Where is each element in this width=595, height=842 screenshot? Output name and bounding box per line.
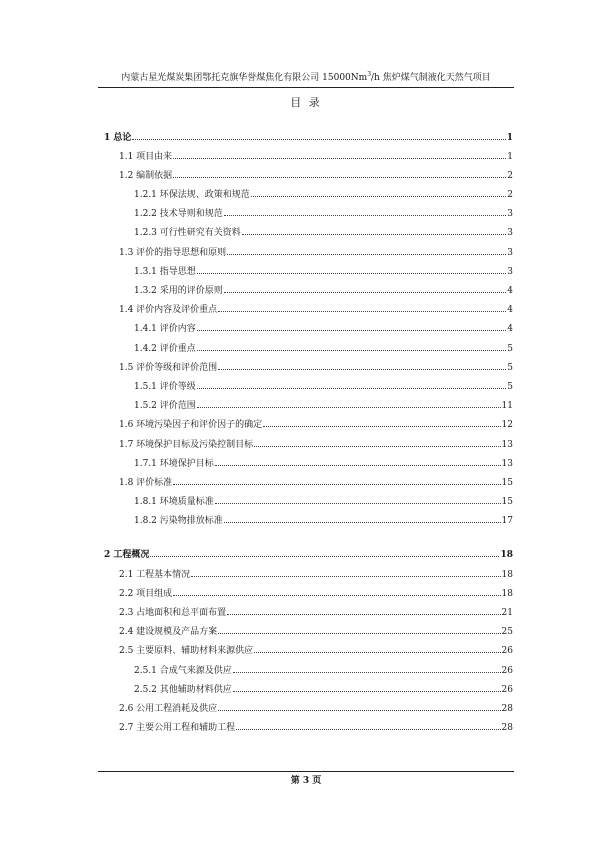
- toc-entry-page: 26: [501, 666, 513, 676]
- toc-entry-title: 2.5.1 合成气来源及供应: [134, 666, 232, 676]
- toc-entry-page: 4: [507, 324, 513, 334]
- toc-entry-title: 1.4 评价内容及评价重点: [119, 305, 218, 315]
- toc-entry-title: 2.6 公用工程消耗及供应: [119, 704, 218, 714]
- toc-entry-page: 21: [501, 608, 513, 618]
- toc-entry[interactable]: [119, 438, 513, 452]
- toc-entry-page: 12: [501, 420, 513, 430]
- toc-entry-title: 2.1 工程基本情况: [119, 570, 191, 580]
- toc-title: 目 录: [290, 96, 322, 109]
- toc-entry-title: 2.2 项目组成: [119, 589, 173, 599]
- toc-entry-title: 1.1 项目由来: [119, 152, 173, 162]
- toc-entry-page: 11: [501, 401, 513, 411]
- toc-leader-dots: [197, 388, 507, 389]
- toc-leader-dots: [197, 407, 501, 408]
- toc-leader-dots: [224, 522, 501, 523]
- toc-leader-dots: [215, 503, 501, 504]
- toc-leader-dots: [173, 158, 506, 159]
- toc-leader-dots: [227, 254, 506, 255]
- toc-entry[interactable]: [134, 664, 513, 678]
- toc-leader-dots: [218, 369, 506, 370]
- toc-entry[interactable]: [134, 399, 513, 413]
- toc-entry-page: 18: [501, 570, 513, 580]
- toc-leader-dots: [254, 652, 500, 653]
- toc-leader-dots: [251, 196, 507, 197]
- toc-entry-page: 5: [507, 363, 513, 373]
- toc-entry-title: 1.7 环境保护目标及污染控制目标: [119, 440, 254, 450]
- toc-leader-dots: [233, 691, 501, 692]
- toc-entry-page: 2: [507, 190, 513, 200]
- toc-entry-page: 26: [501, 685, 513, 695]
- toc-entry-title: 1.3.1 指导思想: [134, 267, 196, 277]
- footer-rule: [98, 771, 514, 772]
- toc-entry-title: 1.8.1 环境质量标准: [134, 497, 214, 507]
- toc-entry[interactable]: [134, 683, 513, 697]
- toc-entry-title: 2.7 主要公用工程和辅助工程: [119, 723, 236, 733]
- toc-entry[interactable]: [134, 514, 513, 528]
- toc-entry-page: 17: [501, 516, 513, 526]
- toc-entry-page: 13: [501, 459, 513, 469]
- toc-leader-dots: [254, 446, 500, 447]
- toc-entry[interactable]: [134, 265, 513, 279]
- toc-entry-page: 25: [501, 627, 513, 637]
- header-rule: [98, 87, 514, 88]
- toc-entry[interactable]: [134, 207, 513, 221]
- toc-entry[interactable]: [119, 361, 513, 375]
- header-prefix: 内蒙古星光煤炭集团鄂托克旗华誉煤焦化有限公司 15000Nm: [121, 73, 368, 83]
- toc-entry-page: 18: [500, 550, 513, 560]
- toc-entry[interactable]: [119, 606, 513, 620]
- toc-entry-title: 1.3.2 采用的评价原则: [134, 286, 223, 296]
- toc-entry[interactable]: [119, 625, 513, 639]
- toc-entry[interactable]: [134, 322, 513, 336]
- toc-leader-dots: [197, 273, 507, 274]
- toc-entry-page: 18: [501, 589, 513, 599]
- toc-entry-page: 15: [501, 497, 513, 507]
- toc-entry[interactable]: [119, 418, 513, 432]
- toc-entry[interactable]: [104, 131, 513, 145]
- toc-entry-page: 3: [507, 248, 513, 258]
- toc-entry-title: 2.3 占地面积和总平面布置: [119, 608, 227, 618]
- toc-entry-page: 2: [507, 171, 513, 181]
- toc-leader-dots: [132, 139, 505, 140]
- toc-leader-dots: [236, 729, 500, 730]
- toc-entry-page: 4: [507, 286, 513, 296]
- toc-entry-page: 5: [507, 382, 513, 392]
- toc-entry-title: 1.8.2 污染物排放标准: [134, 516, 223, 526]
- toc-entry-title: 1.5.2 评价范围: [134, 401, 196, 411]
- page-number: 第 3 页: [290, 776, 322, 786]
- toc-leader-dots: [224, 292, 507, 293]
- toc-entry[interactable]: [119, 246, 513, 260]
- toc-entry-page: 15: [501, 478, 513, 488]
- toc-entry-title: 1.5 评价等级和评价范围: [119, 363, 218, 373]
- toc-entry-title: 1.2.3 可行性研究有关资料: [134, 228, 241, 238]
- toc-entry-title: 1 总论: [104, 133, 132, 143]
- toc-entry-title: 2.4 建设规模及产品方案: [119, 627, 218, 637]
- toc-entry[interactable]: [134, 284, 513, 298]
- toc-leader-dots: [197, 350, 507, 351]
- toc-entry-title: 1.8 评价标准: [119, 478, 173, 488]
- toc-entry[interactable]: [134, 380, 513, 394]
- toc-leader-dots: [218, 311, 506, 312]
- toc-entry-title: 1.2.2 技术导则和规范: [134, 209, 223, 219]
- toc-entry-title: 1.6 环境污染因子和评价因子的确定: [119, 420, 263, 430]
- toc-leader-dots: [215, 465, 501, 466]
- toc-leader-dots: [218, 633, 500, 634]
- toc-entry-title: 2.5.2 其他辅助材料供应: [134, 685, 232, 695]
- toc-entry[interactable]: [134, 495, 513, 509]
- toc-entry[interactable]: [119, 702, 513, 716]
- toc-entry-title: 1.3 评价的指导思想和原则: [119, 248, 227, 258]
- header-superscript: 3: [367, 71, 372, 78]
- toc-entry-title: 1.2.1 环保法规、政策和规范: [134, 190, 250, 200]
- toc-entry-page: 3: [507, 267, 513, 277]
- toc-leader-dots: [218, 710, 500, 711]
- toc-leader-dots: [233, 672, 501, 673]
- toc-entry-title: 1.4.2 评价重点: [134, 344, 196, 354]
- toc-entry[interactable]: [119, 587, 513, 601]
- toc-entry[interactable]: [119, 476, 513, 490]
- toc-entry[interactable]: [134, 342, 513, 356]
- toc-entry-page: 1: [507, 152, 513, 162]
- toc-entry-page: 28: [501, 704, 513, 714]
- toc-leader-dots: [263, 426, 500, 427]
- toc-leader-dots: [227, 614, 500, 615]
- toc-entry-title: 2.5 主要原料、辅助材料来源供应: [119, 646, 254, 656]
- toc-leader-dots: [224, 215, 507, 216]
- toc-entry-page: 28: [501, 723, 513, 733]
- toc-entry[interactable]: [119, 721, 513, 735]
- toc-entry-title: 1.5.1 评价等级: [134, 382, 196, 392]
- toc-leader-dots: [150, 556, 499, 557]
- toc-entry-page: 26: [501, 646, 513, 656]
- toc-entry[interactable]: [119, 169, 513, 183]
- header-suffix: /h 焦炉煤气制液化天然气项目: [371, 73, 491, 83]
- toc-entry-page: 13: [501, 440, 513, 450]
- toc-entry[interactable]: [119, 644, 513, 658]
- toc-leader-dots: [173, 595, 500, 596]
- toc-entry[interactable]: [134, 226, 513, 240]
- toc-entry[interactable]: [119, 150, 513, 164]
- toc-entry[interactable]: [119, 568, 513, 582]
- toc-entry-title: 2 工程概况: [104, 550, 150, 560]
- toc-leader-dots: [242, 234, 507, 235]
- toc-leader-dots: [197, 330, 507, 331]
- toc-entry-page: 1: [506, 133, 513, 143]
- toc-entry[interactable]: [104, 548, 513, 562]
- toc-entry[interactable]: [134, 457, 513, 471]
- toc-leader-dots: [173, 484, 500, 485]
- toc-entry-page: 3: [507, 209, 513, 219]
- toc-entry-title: 1.2 编制依据: [119, 171, 173, 181]
- toc-entry[interactable]: [134, 188, 513, 202]
- toc-entry-page: 5: [507, 344, 513, 354]
- toc-entry-page: 4: [507, 305, 513, 315]
- page-header: [98, 72, 514, 84]
- toc-entry-page: 3: [507, 228, 513, 238]
- toc-entry-title: 1.4.1 评价内容: [134, 324, 196, 334]
- toc-leader-dots: [173, 177, 506, 178]
- toc-entry[interactable]: [119, 303, 513, 317]
- toc-entry-title: 1.7.1 环境保护目标: [134, 459, 214, 469]
- toc-leader-dots: [191, 576, 500, 577]
